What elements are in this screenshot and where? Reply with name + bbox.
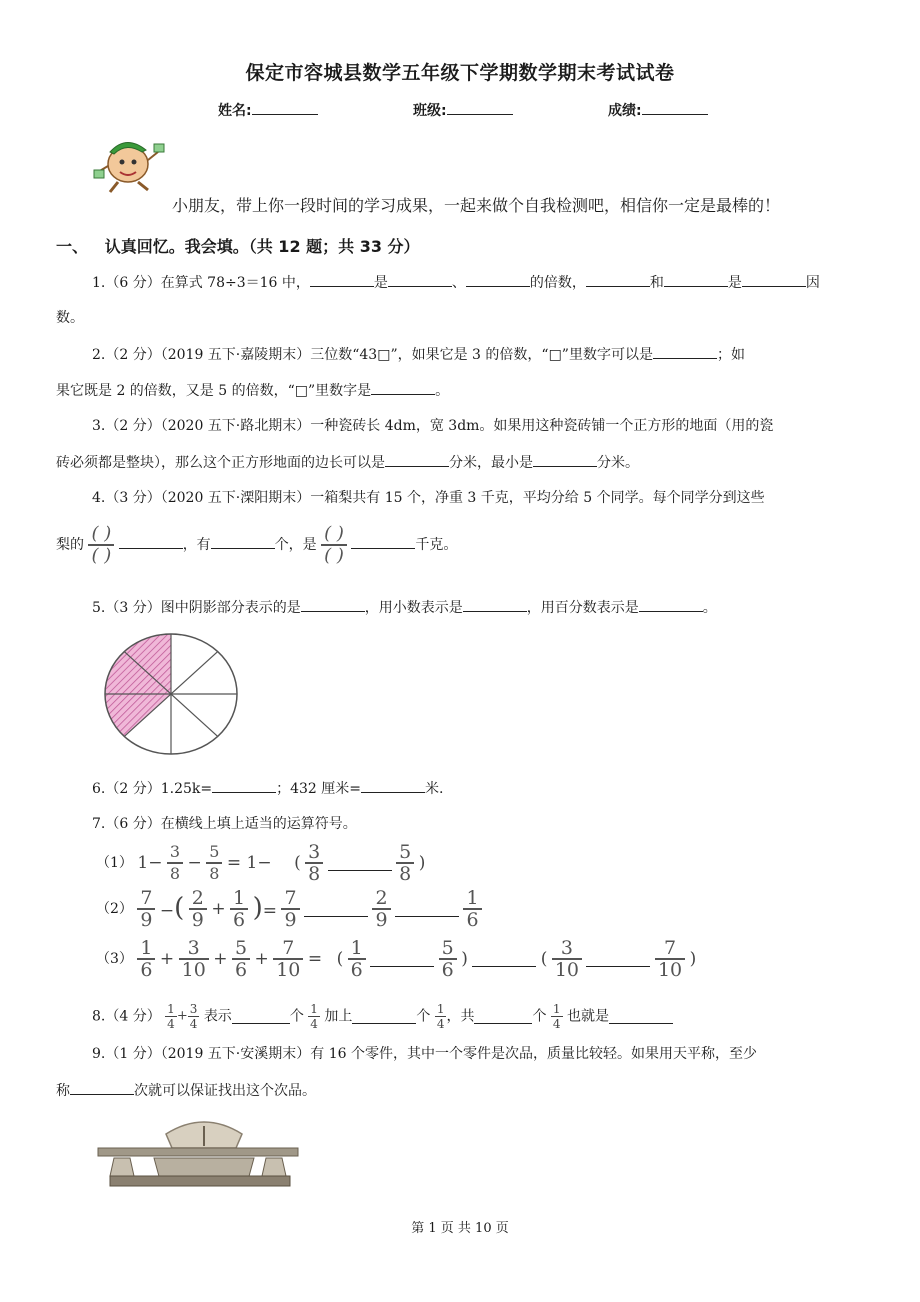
name-field[interactable] [218,100,318,120]
q6-blank-1[interactable] [212,778,276,793]
q7-3-blank-3[interactable] [586,952,650,967]
q7-sub-2: （2） $\frac{7}{9}$ −( $\frac{2}{9}$ + $\frac{1}{6}$ )= $\frac{7}{9}$ $\frac{2}{9}$ $\frac{1}{6}$ [96,888,482,930]
q1-blank-2[interactable] [388,272,452,287]
question-2-line-2: 果它既是 2 的倍数，又是 5 的倍数，“□”里数字是 。 [56,380,449,401]
q2-blank-1[interactable] [653,344,717,359]
fraction-placeholder[interactable]: $\frac{( )}{( )}$ [321,524,347,566]
q4-blank-1[interactable] [119,534,183,549]
question-4-line-2: 梨的 $\frac{( )}{( )}$ ，有 个，是 $\frac{( )}{( )}$ 千克。 [56,523,458,566]
mascot-icon [92,130,168,196]
question-8: 8.（4 分） $\frac{1}{4}$ + $\frac{3}{4}$ 表示 个 $\frac{1}{4}$ 加上 个 $\frac{1}{4}$ ，共 个 $\frac{1}{4}$ 也就是 [92,1002,673,1031]
q8-blank-3[interactable] [474,1009,532,1024]
fraction-placeholder[interactable]: $\frac{( )}{( )}$ [88,524,114,566]
q8-blank-2[interactable] [352,1009,416,1024]
question-4: 4.（3 分）（2020 五下·溧阳期末）一箱梨共有 15 个，净重 3 千克，平均分给 5 个同学。每个同学分到这些 [92,490,765,506]
intro-text: 小朋友，带上你一段时间的学习成果，一起来做个自我检测吧，相信你一定是最棒的！ [172,196,781,215]
class-field[interactable] [413,100,513,120]
question-1: 1.（6 分）在算式 78÷3＝16 中， 是 、 的倍数， 和 是 因 [92,272,820,293]
class-label: 班级: [413,103,447,119]
question-3-line-2: 砖必须都是整块），那么这个正方形地面的边长可以是 分米，最小是 分米。 [56,452,639,473]
shaded-sector [105,694,171,736]
q5-blank-2[interactable] [463,597,527,612]
score-label: 成绩: [608,103,642,119]
balance-scale-icon [94,1114,304,1194]
page-footer: 第 1 页 共 10 页 [411,1221,509,1236]
q7-2-blank-2[interactable] [395,902,459,917]
question-2: 2.（2 分）（2019 五下·嘉陵期末）三位数“43□”，如果它是 3 的倍数，“□”里数字可以是 ；如 [92,344,745,365]
question-9-line-2: 称 次就可以保证找出这个次品。 [56,1080,316,1101]
score-field[interactable] [608,100,708,120]
q4-blank-2[interactable] [211,534,275,549]
q7-sub-3: （3） $\frac{1}{6}$ + $\frac{3}{10}$ + $\frac{5}{6}$ + $\frac{7}{10}$ = ( $\frac{1}{6}$ $\frac{5}{6}$ ) ( $\frac{3}{10}$ $\frac{7}{10}$ ) [96,937,697,981]
q1-blank-5[interactable] [664,272,728,287]
q9-blank-1[interactable] [70,1080,134,1095]
question-6: 6.（2 分）1.25k= ；432 厘米= 米. [92,778,443,799]
q7-3-blank-2[interactable] [472,952,536,967]
q1-blank-4[interactable] [586,272,650,287]
q6-blank-2[interactable] [361,778,425,793]
question-7: 7.（6 分）在横线上填上适当的运算符号。 [92,816,357,832]
q3-blank-2[interactable] [533,452,597,467]
name-label: 姓名: [218,103,252,119]
question-9: 9.（1 分）（2019 五下·安溪期末）有 16 个零件，其中一个零件是次品，质量比较轻。如果用天平称，至少 [92,1046,757,1062]
q1-blank-3[interactable] [466,272,530,287]
section-header: 一、 认真回忆。我会填。（共 12 题；共 33 分） [56,237,420,256]
q5-blank-3[interactable] [639,597,703,612]
q7-sub-1: （1） 1− $\frac{3}{8}$ − $\frac{5}{8}$ = 1− ( $\frac{3}{8}$ $\frac{5}{8}$ ) [96,841,426,885]
q3-blank-1[interactable] [385,452,449,467]
shaded-circle-figure [100,630,242,760]
question-3: 3.（2 分）（2020 五下·路北期末）一种瓷砖长 4dm，宽 3dm。如果用这种瓷砖铺一个正方形的地面（用的瓷 [92,418,774,434]
q1-blank-1[interactable] [310,272,374,287]
q1-blank-6[interactable] [742,272,806,287]
question-5: 5.（3 分）图中阴影部分表示的是 ，用小数表示是 ，用百分数表示是 。 [92,597,717,618]
q7-1-blank[interactable] [328,856,392,871]
q7-2-blank-1[interactable] [304,902,368,917]
q8-blank-1[interactable] [232,1009,290,1024]
q2-blank-2[interactable] [371,380,435,395]
q7-3-blank-1[interactable] [370,952,434,967]
question-1-line-2: 数。 [56,310,84,326]
q4-blank-3[interactable] [351,534,415,549]
q5-blank-1[interactable] [301,597,365,612]
q8-blank-4[interactable] [609,1009,673,1024]
page-title: 保定市容城县数学五年级下学期数学期末考试试卷 [245,62,675,84]
